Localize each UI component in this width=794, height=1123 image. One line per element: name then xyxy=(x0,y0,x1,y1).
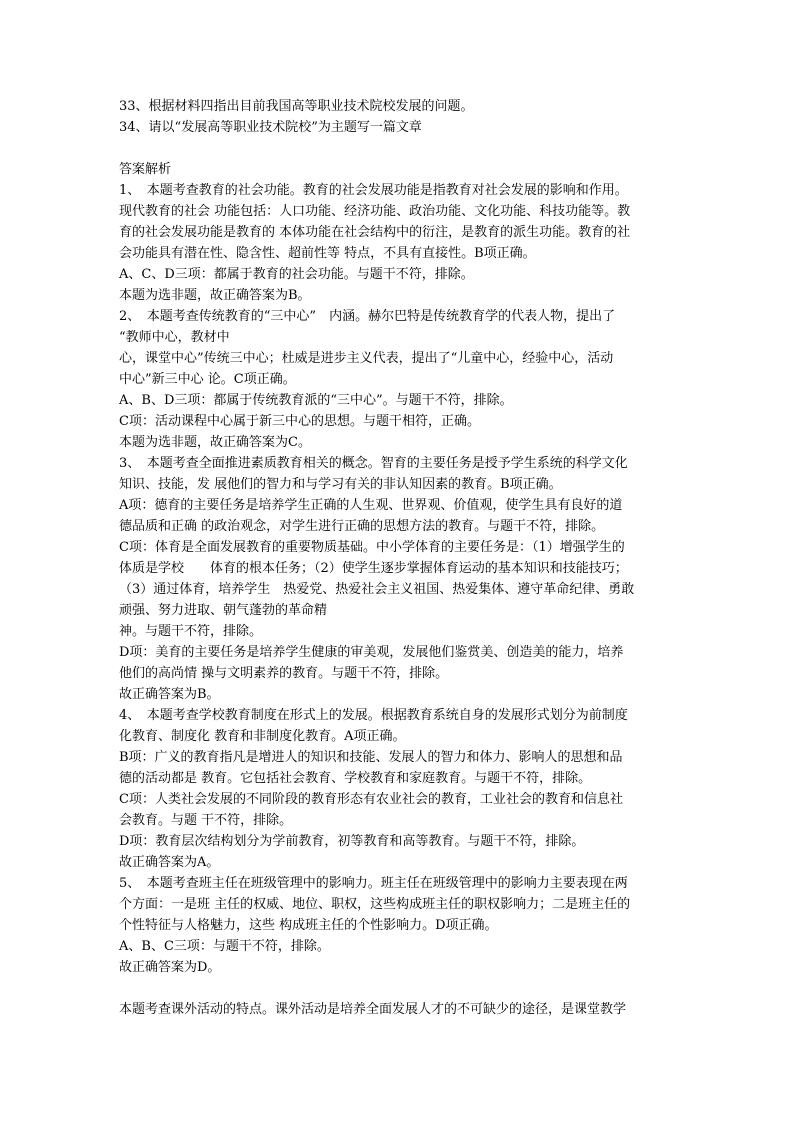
answer-line: A、C、D三项：都属于教育的社会功能。与题干不符，排除。 xyxy=(119,267,474,282)
answer-line: 神。与题干不符，排除。 xyxy=(119,624,263,639)
answer-line: 心，课堂中心”传统三中心；杜威是进步主义代表，提出了“儿童中心，经验中心，活动 xyxy=(119,351,614,366)
final-paragraph-line: 本题考查课外活动的特点。课外活动是培养全面发展人才的不可缺少的途径，是课堂教学 xyxy=(119,1002,627,1017)
answer-line: 体质是学校 体育的根本任务；（2）使学生逐步掌握体育运动的基本知识和技能技巧； xyxy=(119,561,628,576)
answer-line: 现代教育的社会 功能包括：人口功能、经济功能、政治功能、文化功能、科技功能等。教 xyxy=(119,204,631,219)
answer-line: C项：活动课程中心属于新三中心的思想。与题干相符，正确。 xyxy=(119,414,480,429)
answer-line: 德的活动都是 教育。它包括社会教育、学校教育和家庭教育。与题干不符，排除。 xyxy=(119,771,592,786)
answer-line: 德品质和正确 的政治观念，对学生进行正确的思想方法的教育。与题干不符，排除。 xyxy=(119,519,605,534)
answer-line: C项：体育是全面发展教育的重要物质基础。中小学体育的主要任务是：（1）增强学生的 xyxy=(119,540,625,555)
answer-line: 1、 本题考查教育的社会功能。教育的社会发展功能是指教育对社会发展的影响和作用。 xyxy=(119,183,628,198)
answer-line: 会教育。与题 干不符，排除。 xyxy=(119,813,293,828)
answer-line: A项：德育的主要任务是培养学生正确的人生观、世界观、价值观，使学生具有良好的道 xyxy=(119,498,623,513)
answer-line: 会功能具有潜在性、隐含性、超前性等 特点，不具有直接性。B项正确。 xyxy=(119,246,536,261)
answer-line: D项：美育的主要任务是培养学生健康的审美观，发展他们鉴赏美、创造美的能力，培养 xyxy=(119,645,624,660)
answer-line: 5、 本题考查班主任在班级管理中的影响力。班主任在班级管理中的影响力主要表现在两 xyxy=(119,876,628,891)
answer-line: 本题为选非题，故正确答案为B。 xyxy=(119,288,311,303)
answer-line: 本题为选非题，故正确答案为C。 xyxy=(119,435,311,450)
answer-line: B项：广义的教育指凡是增进人的知识和技能、发展人的智力和体力、影响人的思想和品 xyxy=(119,750,623,765)
answer-line: 个性特征与人格魅力，这些 构成班主任的个性影响力。D项正确。 xyxy=(119,918,498,933)
answer-line: 个方面：一是班 主任的权威、地位、职权，这些构成班主任的职权影响力；二是班主任的 xyxy=(119,897,631,912)
answer-line: C项：人类社会发展的不同阶段的教育形态有农业社会的教育，工业社会的教育和信息社 xyxy=(119,792,623,807)
answer-line: 3、 本题考查全面推进素质教育相关的概念。智育的主要任务是授予学生系统的科学文化 xyxy=(119,456,628,471)
question-33: 33、根据材料四指出目前我国高等职业技术院校发展的问题。 xyxy=(119,99,474,114)
answer-line: 故正确答案为A。 xyxy=(119,855,220,870)
answer-line: 他们的高尚情 操与文明素养的教育。与题干不符，排除。 xyxy=(119,666,449,681)
answer-line: 4、 本题考查学校教育制度在形式上的发展。根据教育系统自身的发展形式划分为前制度 xyxy=(119,708,628,723)
answer-line: A、B、D三项：都属于传统教育派的“三中心”。与题干不符，排除。 xyxy=(119,393,513,408)
answer-heading: 答案解析 xyxy=(119,162,172,177)
answer-line: 育的社会发展功能是教育的 本体功能在社会结构中的衍注，是教育的派生功能。教育的社 xyxy=(119,225,631,240)
answer-line: “教师中心，教材中 xyxy=(119,330,230,345)
answer-line: 知识、技能，发 展他们的智力和与学习有关的非认知因素的教育。B项正确。 xyxy=(119,477,562,492)
answer-line: D项：教育层次结构划分为学前教育，初等教育和高等教育。与题干不符，排除。 xyxy=(119,834,585,849)
answer-line: 中心”新三中心 论。C项正确。 xyxy=(119,372,296,387)
answer-line: 顽强、努力进取、朝气蓬勃的革命精 xyxy=(119,603,328,618)
answer-line: A、B、C三项：与题干不符，排除。 xyxy=(119,939,330,954)
answer-line: 故正确答案为D。 xyxy=(119,960,221,975)
answer-line: 化教育、制度化 教育和非制度化教育。A项正确。 xyxy=(119,729,406,744)
answer-line: （3）通过体育，培养学生 热爱党、热爱社会主义祖国、热爱集体、遵守革命纪律、勇敢 xyxy=(119,582,635,597)
text-column xyxy=(119,96,683,1020)
question-34: 34、请以“发展高等职业技术院校”为主题写一篇文章 xyxy=(119,120,422,135)
answer-line: 2、 本题考查传统教育的“三中心” 内涵。赫尔巴特是传统教育学的代表人物，提出了 xyxy=(119,309,616,324)
answer-line: 故正确答案为B。 xyxy=(119,687,220,702)
